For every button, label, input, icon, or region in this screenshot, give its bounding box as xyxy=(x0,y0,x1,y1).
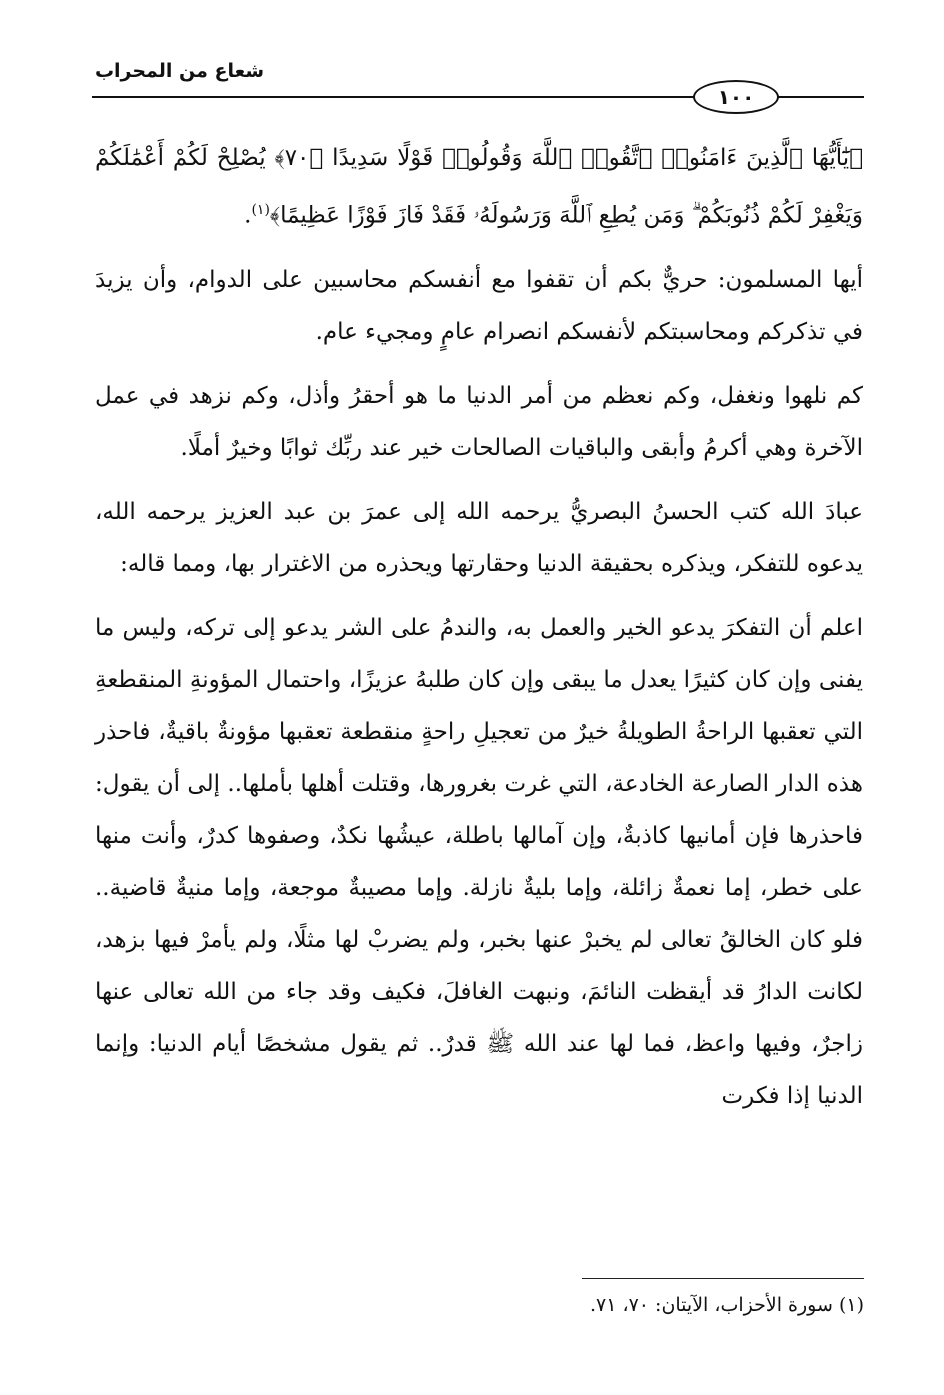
footnote-reference: (١) xyxy=(251,202,270,218)
footnote: (١) سورة الأحزاب، الآيتان: ٧٠، ٧١. xyxy=(589,1294,864,1316)
book-title: شعاع من المحراب xyxy=(94,60,265,82)
page-number: ١٠٠ xyxy=(693,80,779,114)
quran-verse-paragraph xyxy=(95,132,863,242)
page-header xyxy=(92,56,864,116)
paragraph: أيها المسلمون: حريٌّ بكم أن تقفوا مع أنفسكم محاسبين على الدوام، وأن يزيدَ في تذكركم ومحاسبتكم لأنفسكم انصرام عامٍ ومجيء عام. xyxy=(95,266,863,345)
footnote-separator xyxy=(582,1278,864,1279)
paragraph: اعلم أن التفكرَ يدعو الخير والعمل به، والندمُ على الشر يدعو إلى تركه، وليس ما يفنى وإن كان كثيرًا يعدل ما يبقى وإن كان طلبهُ عزيزًا، واحتمال المؤونةِ المنقطعةِ التي تعقبها الراحةُ الطويلةُ خيرٌ من تعجيلِ راحةٍ منقطعة تعقبها مؤونةٌ باقيةٌ، فاحذر هذه الدار الصارعة الخادعة، التي غرت بغرورها، وقتلت أهلها بأملها.. إلى أن يقول: فاحذرها فإن أمانيها كاذبةٌ، وإن آمالها باطلة، عيشُها نكدٌ، وصفوها كدرٌ، وأنت منها على خطر، إما نعمةٌ زائلة، وإما بليةٌ نازلة. وإما مصيبةٌ موجعة، وإما منيةٌ قاضية.. فلو كان الخالقُ تعالى لم يخبرْ عنها بخبر، ولم يضربْ لها مثلًا، ولم يأمرْ فيها بزهد، لكانت الدارُ قد أيقظت النائمَ، ونبهت الغافلَ، فكيف وقد جاء من الله تعالى عنها زاجرٌ، وفيها واعظ، فما لها عند الله ﷺ قدرٌ.. ثم يقول مشخصًا أيام الدنيا: وإنما الدنيا إذا فكرت xyxy=(95,614,863,1109)
paragraph: كم نلهوا ونغفل، وكم نعظم من أمر الدنيا ما هو أحقرُ وأذل، وكم نزهد في عمل الآخرة وهي أكرمُ وأبقى والباقيات الصالحات خير عند ربِّك ثوابًا وخيرٌ أملًا. xyxy=(95,382,863,461)
quran-verse: ﴿يَٰٓأَيُّهَا ٱلَّذِينَ ءَامَنُوا۟ ٱتَّقُوا۟ ٱللَّهَ وَقُولُوا۟ قَوْلًا سَدِيدًا ﴿٧٠﴾ يُصْلِحْ لَكُمْ أَعْمَٰلَكُمْ وَيَغْفِرْ لَكُمْ ذُنُوبَكُمْ ۗ وَمَن يُطِعِ ٱللَّهَ وَرَسُولَهُۥ فَقَدْ فَازَ فَوْزًا عَظِيمًا﴾ xyxy=(95,145,863,229)
verse-end-mark: . xyxy=(244,202,252,229)
paragraph: عبادَ الله كتب الحسنُ البصريُّ يرحمه الله إلى عمرَ بن عبد العزيز يرحمه الله، يدعوه للتفكر، ويذكره بحقيقة الدنيا وحقارتها ويحذره من الاغترار بها، ومما قاله: xyxy=(95,498,863,577)
page-body xyxy=(95,132,863,1134)
